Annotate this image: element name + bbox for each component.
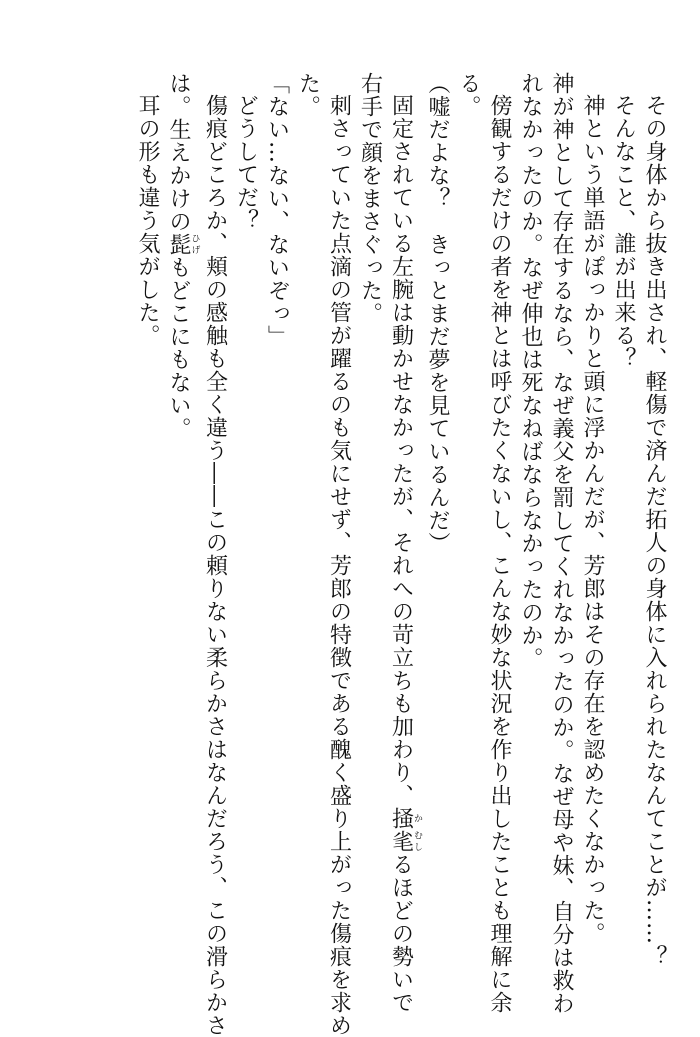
- ruby-hige-base: 髭: [166, 233, 191, 256]
- ruby-mushiru: [388, 830, 422, 853]
- text-line-6: 傍観するだけの者を神とは呼びたくないし、こんな妙な状況を作り出したことも理解に余: [487, 94, 512, 1014]
- text-line-9-main: 固定されている左腕は動かせなかったが、それへの苛立ちも加わり、: [388, 94, 414, 807]
- text-line-10: 右手で顔をまさぐった。: [357, 72, 383, 325]
- ruby-mushiru-base: 毟: [388, 830, 414, 853]
- text-line-2: そんなこと、誰が出来る？: [611, 94, 636, 370]
- text-line-16: [163, 72, 200, 972]
- ruby-hige: [166, 233, 200, 256]
- text-line-5: れなかったのか。なぜ伸也は死なねばならなかったのか。: [518, 72, 543, 670]
- text-line-9: [386, 72, 423, 1014]
- text-line-14: どうしてだ？: [233, 94, 259, 232]
- text-line-1: その身体から抜き出され、軽傷で済んだ拓人の身体に入れられたなんてことが……？: [642, 94, 667, 968]
- text-line-17: 耳の形も違う気がした。: [135, 94, 160, 347]
- text-line-13: 「ない…ない、ないぞっ」: [264, 72, 290, 348]
- text-line-3: 神という単語がぽっかりと頭に浮かんだが、芳郎はその存在を認めたくなかった。: [580, 94, 605, 945]
- text-line-8: （嘘だよな？ きっとまだ夢を見ているんだ）: [425, 72, 450, 555]
- ruby-kaki: [388, 807, 422, 830]
- ruby-mushiru-reading: むし: [412, 830, 422, 853]
- ruby-kaki-base: 掻: [388, 807, 414, 830]
- vertical-text-body: [15, 72, 670, 1037]
- text-line-9-tail: るほどの勢いで: [388, 853, 414, 1014]
- text-line-16-main: は。生えかけの: [166, 72, 191, 233]
- ruby-kaki-reading: か: [412, 807, 422, 830]
- text-line-15: 傷痕どころか、頬の感触も全く違う――この頼りない柔らかさはなんだろう、この滑らかさ: [202, 94, 228, 1037]
- text-line-11: 刺さっていた点滴の管が躍るのも気にせず、芳郎の特徴である醜く盛り上がった傷痕を求め: [326, 94, 352, 1037]
- text-line-12: た。: [295, 72, 321, 118]
- text-line-4: 神が神として存在するなら、なぜ義父を罰してくれなかったのか。なぜ母や妹、自分は救わ: [549, 72, 574, 1015]
- text-line-16-tail: もどこにもない。: [166, 256, 191, 440]
- ruby-hige-reading: ひげ: [189, 233, 200, 256]
- text-line-7: る。: [456, 72, 481, 118]
